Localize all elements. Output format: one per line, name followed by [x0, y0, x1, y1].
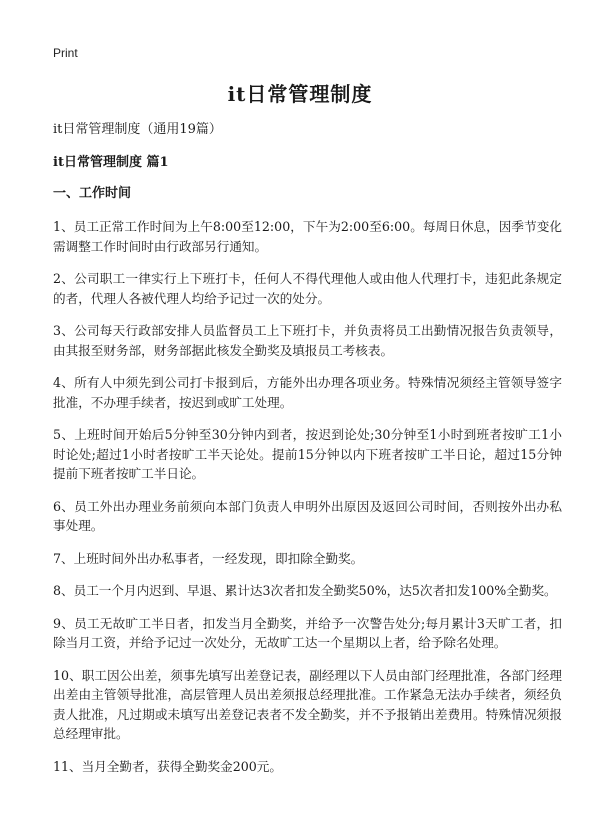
paragraph-2: 2、公司职工一律实行上下班打卡，任何人不得代理他人或由他人代理打卡，违犯此条规定的者，代理人各被代理人均给予记过一次的处分。 — [53, 271, 562, 306]
paragraph-9: 9、员工无故旷工半日者，扣发当月全勤奖，并给予一次警告处分;每月累计3天旷工者，扣除当月工资，并给予记过一次处分，无故旷工达一个星期以上者，给予除名处理。 — [53, 615, 562, 650]
print-link[interactable]: Print — [53, 46, 78, 60]
paragraph-8: 8、员工一个月内迟到、早退、累计达3次者扣发全勤奖50%，达5次者扣发100%全勤奖。 — [53, 583, 557, 598]
section-heading: it日常管理制度 篇1 — [53, 155, 169, 170]
document-body — [53, 121, 562, 789]
paragraph-3: 3、公司每天行政部安排人员监督员工上下班打卡，并负责将员工出勤情况报告负责领导，由其报至财务部，财务部据此核发全勤奖及填报员工考核表。 — [53, 323, 562, 358]
paragraph-7: 7、上班时间外出办私事者，一经发现，即扣除全勤奖。 — [53, 550, 364, 566]
paragraph-1: 1、员工正常工作时间为上午8:00至12:00，下午为2:00至6:00。每周日休息，因季节变化需调整工作时间时由行政部另行通知。 — [53, 219, 562, 254]
clause-heading: 一、工作时间 — [53, 186, 132, 201]
document-title: it日常管理制度 — [227, 82, 373, 106]
paragraph-6: 6、员工外出办理业务前须向本部门负责人申明外出原因及返回公司时间，否则按外出办私事处理。 — [53, 498, 562, 533]
paragraph-5: 5、上班时间开始后5分钟至30分钟内到者，按迟到论处;30分钟至1小时到班者按旷工1小时论处;超过1小时者按旷工半天论处。提前15分钟以内下班者按旷工半日论，超过15分钟提前下班者按旷工半日论。 — [53, 427, 562, 481]
document-subtitle: it日常管理制度（通用19篇） — [53, 122, 222, 137]
paragraph-4: 4、所有人中须先到公司打卡报到后，方能外出办理各项业务。特殊情况须经主管领导签字批准，不办理手续者，按迟到或旷工处理。 — [53, 375, 562, 410]
paragraph-11: 11、当月全勤者，获得全勤奖金200元。 — [53, 758, 282, 774]
paragraph-10: 10、职工因公出差，须事先填写出差登记表，副经理以下人员由部门经理批准，各部门经理出差由主管领导批准，高层管理人员出差须报总经理批准。工作紧急无法办手续者，须经负责人批准，凡过期或未填写出差登记表者不发全勤奖，并不予报销出差费用。特殊情况须报总经理审批。 — [53, 667, 562, 741]
